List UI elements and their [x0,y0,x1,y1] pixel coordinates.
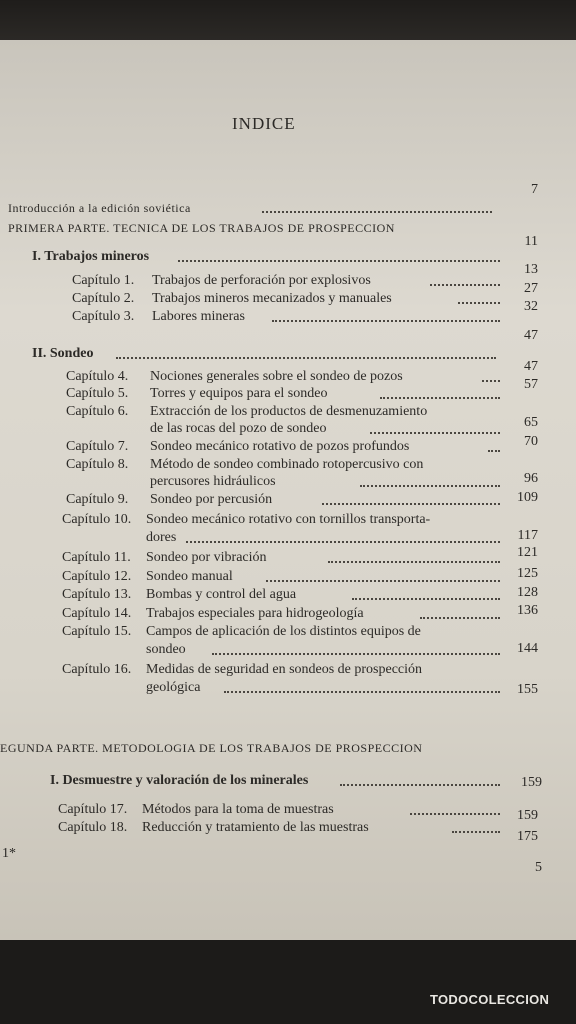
chapter-number: Capítulo 5. [66,386,129,401]
chapter-page: 47 [524,359,538,374]
chapter-title: Sondeo mecánico rotativo de pozos profundos [150,439,410,454]
leader-dots [430,283,500,286]
chapter-page: 117 [517,528,538,543]
chapter-title: Sondeo por percusión [150,492,273,507]
chapter-page: 109 [517,490,538,505]
chapter-title: Bombas y control del agua [146,587,297,602]
chapter-number: Capítulo 10. [62,512,132,527]
chapter-page: 65 [524,415,538,430]
leader-dots [352,597,500,600]
chapter-page: 121 [517,545,538,560]
leader-dots [380,396,500,399]
chapter-number: Capítulo 7. [66,439,129,454]
chapter-title: percusores hidráulicos [150,474,276,489]
chapter-page: 32 [524,299,538,314]
leader-dots [272,319,500,322]
chapter-title: Sondeo por vibración [146,550,267,565]
section-page: 47 [524,328,538,343]
chapter-number: Capítulo 2. [72,291,135,306]
chapter-title: Trabajos mineros mecanizados y manuales [152,291,392,306]
section-page: 159 [521,775,542,790]
leader-dots [410,812,500,815]
chapter-title: sondeo [146,642,186,657]
chapter-page: 136 [517,603,538,618]
leader-dots [370,431,500,434]
page-number: 5 [535,860,542,875]
chapter-number: Capítulo 18. [58,820,128,835]
intro-page: 7 [531,182,538,197]
section-heading: I. Trabajos mineros [32,249,150,264]
chapter-page: 57 [524,377,538,392]
dark-background-bottom [0,940,576,1024]
chapter-title: geológica [146,680,201,695]
leader-dots [262,210,492,213]
chapter-number: Capítulo 11. [62,550,131,565]
chapter-title: Método de sondeo combinado rotopercusivo con [150,457,424,472]
chapter-number: Capítulo 8. [66,457,129,472]
leader-dots [360,484,500,487]
chapter-number: Capítulo 3. [72,309,135,324]
chapter-page: 27 [524,281,538,296]
chapter-page: 128 [517,585,538,600]
section-heading: II. Sondeo [32,346,94,361]
watermark: TODOCOLECCION [430,992,550,1007]
chapter-page: 125 [517,566,538,581]
part-heading: EGUNDA PARTE. METODOLOGIA DE LOS TRABAJOS DE PROSPECCION [0,741,423,755]
signature-mark: 1* [2,846,16,861]
chapter-title: de las rocas del pozo de sondeo [150,421,327,436]
chapter-number: Capítulo 4. [66,369,129,384]
leader-dots [322,502,500,505]
chapter-number: Capítulo 15. [62,624,132,639]
chapter-number: Capítulo 9. [66,492,129,507]
leader-dots [212,652,500,655]
chapter-page: 96 [524,471,538,486]
chapter-number: Capítulo 1. [72,273,135,288]
leader-dots [266,579,500,582]
chapter-number: Capítulo 6. [66,404,129,419]
page-title: INDICE [232,114,296,133]
chapter-title: Nociones generales sobre el sondeo de pozos [150,369,403,384]
chapter-title: Extracción de los productos de desmenuzamiento [150,404,428,419]
chapter-title: Labores mineras [152,309,245,324]
chapter-title: Trabajos de perforación por explosivos [152,273,371,288]
chapter-page: 175 [517,829,538,844]
chapter-page: 13 [524,262,538,277]
chapter-title: Sondeo manual [146,569,233,584]
intro-label: Introducción a la edición soviética [8,201,191,215]
chapter-title: Métodos para la toma de muestras [142,802,334,817]
chapter-page: 159 [517,808,538,823]
leader-dots [116,356,496,359]
section-heading: I. Desmuestre y valoración de los minerales [50,773,309,788]
section-page: 11 [524,234,538,249]
chapter-number: Capítulo 14. [62,606,132,621]
chapter-title: Medidas de seguridad en sondeos de prospección [146,662,423,677]
leader-dots [458,301,500,304]
chapter-title: Trabajos especiales para hidrogeología [146,606,364,621]
chapter-number: Capítulo 12. [62,569,132,584]
leader-dots [178,259,500,262]
leader-dots [186,540,500,543]
chapter-page: 144 [517,641,538,656]
chapter-page: 155 [517,682,538,697]
chapter-title: Torres y equipos para el sondeo [150,386,328,401]
leader-dots [224,690,500,693]
chapter-title: Sondeo mecánico rotativo con tornillos transporta- [146,512,431,527]
chapter-title: Campos de aplicación de los distintos equipos de [146,624,421,639]
chapter-number: Capítulo 16. [62,662,132,677]
chapter-title: Reducción y tratamiento de las muestras [142,820,369,835]
chapter-number: Capítulo 17. [58,802,128,817]
leader-dots [420,616,500,619]
chapter-title: dores [146,530,177,545]
leader-dots [328,560,500,563]
leader-dots [452,830,500,833]
chapter-page: 70 [524,434,538,449]
chapter-number: Capítulo 13. [62,587,132,602]
part-heading: PRIMERA PARTE. TECNICA DE LOS TRABAJOS DE PROSPECCION [8,221,395,235]
leader-dots [340,783,500,786]
